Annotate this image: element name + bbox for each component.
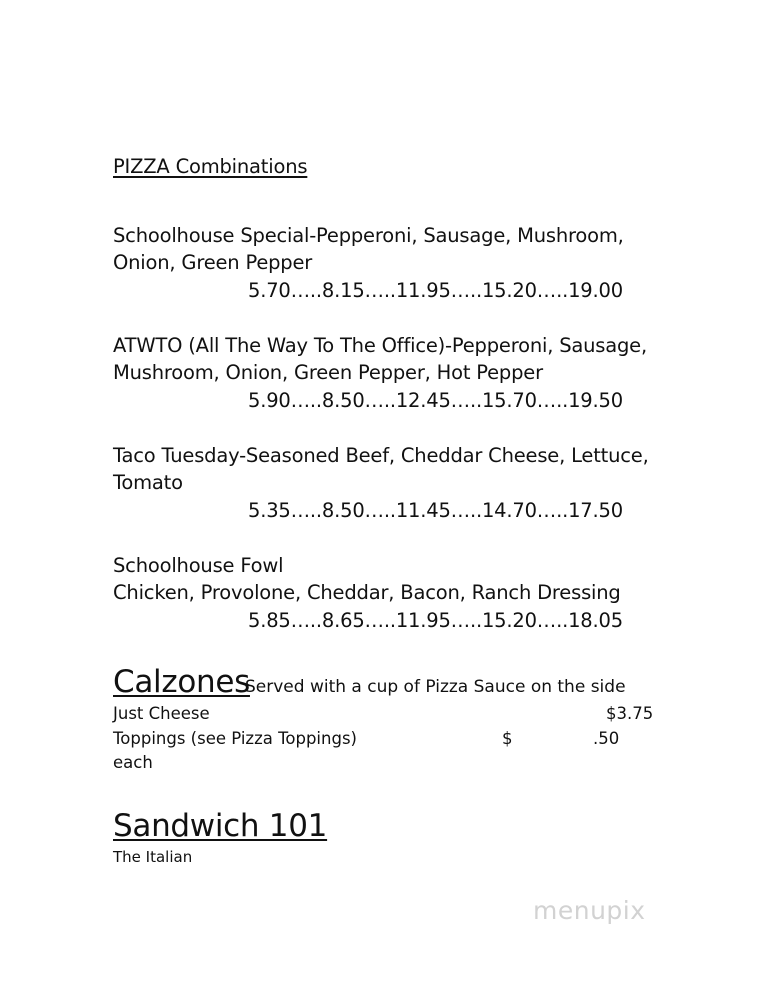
- calzone-toppings-price: .50: [593, 729, 620, 748]
- pizza-item-1-line-2: Onion, Green Pepper: [113, 251, 313, 274]
- calzone-just-cheese-price: $3.75: [606, 704, 654, 723]
- pizza-item-1-prices: 5.70…..8.15…..11.95…..15.20…..19.00: [248, 279, 623, 302]
- pizza-item-4-line-2: Chicken, Provolone, Cheddar, Bacon, Ranch Dressing: [113, 581, 621, 604]
- pizza-item-2-line-2: Mushroom, Onion, Green Pepper, Hot Pepper: [113, 361, 543, 384]
- pizza-item-4-line-1: Schoolhouse Fowl: [113, 554, 284, 577]
- sandwich-item-the-italian: The Italian: [113, 848, 193, 866]
- pizza-item-3-line-2: Tomato: [113, 471, 183, 494]
- pizza-item-2-line-1: ATWTO (All The Way To The Office)-Pepperoni, Sausage,: [113, 334, 647, 357]
- menupix-watermark: menupix: [533, 896, 646, 925]
- pizza-item-4-prices: 5.85…..8.65…..11.95…..15.20…..18.05: [248, 609, 623, 632]
- pizza-item-2-prices: 5.90…..8.50…..12.45…..15.70…..19.50: [248, 389, 623, 412]
- calzone-toppings-label: Toppings (see Pizza Toppings): [113, 729, 357, 748]
- sandwich-heading: Sandwich 101: [113, 808, 328, 844]
- calzones-note: Served with a cup of Pizza Sauce on the side: [245, 677, 626, 697]
- pizza-item-3-prices: 5.35…..8.50…..11.45…..14.70…..17.50: [248, 499, 623, 522]
- calzones-heading: Calzones: [113, 664, 250, 700]
- calzone-just-cheese-label: Just Cheese: [113, 704, 210, 723]
- pizza-item-1-line-1: Schoolhouse Special-Pepperoni, Sausage, Mushroom,: [113, 224, 624, 247]
- calzone-toppings-dollar: $: [502, 729, 513, 748]
- pizza-combinations-heading: PIZZA Combinations: [113, 155, 308, 178]
- calzone-toppings-each: each: [113, 753, 153, 772]
- pizza-item-3-line-1: Taco Tuesday-Seasoned Beef, Cheddar Cheese, Lettuce,: [113, 444, 649, 467]
